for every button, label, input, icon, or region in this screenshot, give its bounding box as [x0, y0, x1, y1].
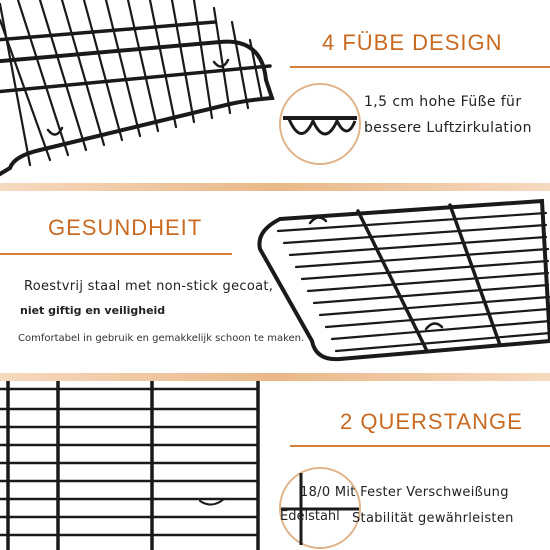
feature-text-line: Comfortabel in gebruik en gemakkelijk schoon te maken.	[18, 333, 305, 344]
weld-closeup-icon	[279, 467, 361, 549]
section-divider	[0, 373, 550, 381]
section-crossbar	[0, 381, 550, 550]
section-heading: 4 FÜBE DESIGN	[322, 30, 503, 55]
section-health	[0, 191, 550, 373]
feature-text-line: Stabilität gewährleisten	[352, 511, 514, 526]
heading-underline	[290, 445, 550, 447]
feature-text-line: 18/0 Mit Fester Verschweißung	[300, 485, 509, 500]
section-divider	[0, 183, 550, 191]
section-feet-design	[0, 0, 550, 183]
heading-underline	[0, 253, 232, 255]
feature-text-line: Edelstahl	[280, 509, 340, 524]
feature-text-line: bessere Luftzirkulation	[364, 120, 532, 136]
feature-text-line: niet giftig en veiligheid	[20, 304, 166, 317]
feature-text-line: Roestvrij staal met non-stick gecoat,	[24, 279, 274, 294]
feature-text-line: 1,5 cm hohe Füße für	[364, 94, 522, 110]
section-heading: 2 QUERSTANGE	[340, 409, 523, 434]
heading-underline	[290, 66, 550, 68]
wire-rack-top-left-image	[0, 0, 300, 183]
wire-rack-bottom-left-image	[0, 381, 270, 550]
rack-feet-closeup-icon	[279, 83, 361, 165]
wire-rack-right-image	[250, 191, 550, 373]
section-heading: GESUNDHEIT	[48, 215, 203, 240]
